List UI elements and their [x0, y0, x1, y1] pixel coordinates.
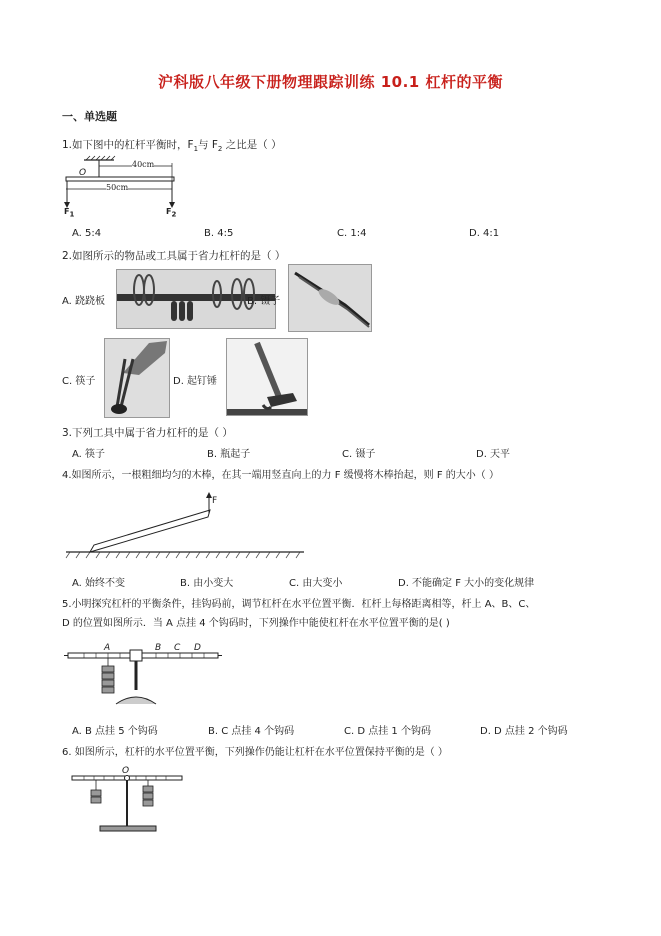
question-4-stem: 4.如图所示，一根粗细均匀的木棒，在其一端用竖直向上的力 F 缓慢将木棒抬起，则 F 的大小（ ）: [62, 470, 499, 481]
q4-force-label: F: [212, 496, 218, 506]
q4-option-a[interactable]: A. 始终不变: [72, 578, 126, 589]
q5-label-b: B: [155, 643, 162, 653]
q5-option-d[interactable]: D. D 点挂 2 个钩码: [480, 726, 568, 737]
q1-length-50: 50cm: [106, 183, 129, 192]
question-1-text-c: 之比是（ ）: [222, 139, 282, 151]
q2-option-a[interactable]: A. 跷跷板: [62, 296, 106, 307]
q1-pivot-label: O: [79, 168, 87, 178]
q3-option-a[interactable]: A. 筷子: [72, 449, 106, 460]
q1-f2-letter: F: [166, 207, 172, 216]
question-3-stem: 3.下列工具中属于省力杠杆的是（ ）: [62, 427, 233, 439]
q2-option-b[interactable]: B. 镊子: [247, 296, 281, 307]
q5-option-a[interactable]: A. B 点挂 5 个钩码: [72, 726, 158, 737]
q5-label-c: C: [174, 643, 181, 653]
q2-tweezers-photo: [288, 264, 372, 332]
q2-claw-hammer-photo: [226, 338, 308, 416]
q1-force-f2-label: [166, 207, 176, 219]
question-1-text-b: 与 F: [198, 139, 218, 151]
question-2-stem: 2.如图所示的物品或工具属于省力杠杆的是（ ）: [62, 250, 286, 262]
q4-option-b[interactable]: B. 由小变大: [180, 578, 234, 589]
q1-option-b[interactable]: B. 4:5: [204, 228, 234, 239]
question-5-lever-figure: [64, 646, 224, 710]
q6-pivot-label: O: [122, 766, 130, 776]
q5-option-c[interactable]: C. D 点挂 1 个钩码: [344, 726, 431, 737]
question-5-stem-line1: 5.小明探究杠杆的平衡条件，挂钩码前，调节杠杆在水平位置平衡．杠杆上每格距离相等，杆上 A、B、C、: [62, 599, 536, 610]
question-1-sub1: 1: [193, 145, 199, 154]
section-heading: 一、单选题: [62, 110, 117, 123]
q1-f1-letter: F: [64, 207, 70, 216]
question-1-stem: [62, 137, 282, 153]
question-1-sub2: 2: [217, 145, 223, 154]
q1-length-40: 40cm: [132, 160, 155, 169]
question-6-lever-figure: [70, 768, 186, 838]
q4-option-c[interactable]: C. 由大变小: [289, 578, 343, 589]
q3-option-d[interactable]: D. 天平: [476, 449, 511, 460]
question-5-stem-line2: D 的位置如图所示．当 A 点挂 4 个钩码时，下列操作中能使杠杆在水平位置平衡的是( ): [62, 618, 450, 629]
q3-option-c[interactable]: C. 镊子: [342, 449, 376, 460]
q2-option-c[interactable]: C. 筷子: [62, 376, 96, 387]
q1-f2-sub: 2: [171, 210, 177, 219]
question-1-text-a: 1.如下图中的杠杆平衡时，F: [62, 139, 194, 151]
q1-option-a[interactable]: A. 5:4: [72, 228, 102, 239]
q1-option-c[interactable]: C. 1:4: [337, 228, 367, 239]
q5-label-a: A: [104, 643, 111, 653]
q5-option-b[interactable]: B. C 点挂 4 个钩码: [208, 726, 295, 737]
q1-f1-sub: 1: [69, 210, 75, 219]
question-4-rod-figure: [66, 492, 306, 564]
q1-force-f1-label: [64, 207, 74, 219]
question-6-stem: 6. 如图所示，杠杆的水平位置平衡，下列操作仍能让杠杆在水平位置保持平衡的是（ ）: [62, 747, 448, 758]
q2-option-d[interactable]: D. 起钉锤: [173, 376, 218, 387]
q4-option-d[interactable]: D. 不能确定 F 大小的变化规律: [398, 578, 535, 589]
q3-option-b[interactable]: B. 瓶起子: [207, 449, 251, 460]
q5-label-d: D: [194, 643, 201, 653]
q2-chopsticks-photo: [104, 338, 170, 418]
page-title: 沪科版八年级下册物理跟踪训练 10.1 杠杆的平衡: [158, 73, 503, 91]
q1-option-d[interactable]: D. 4:1: [469, 228, 500, 239]
